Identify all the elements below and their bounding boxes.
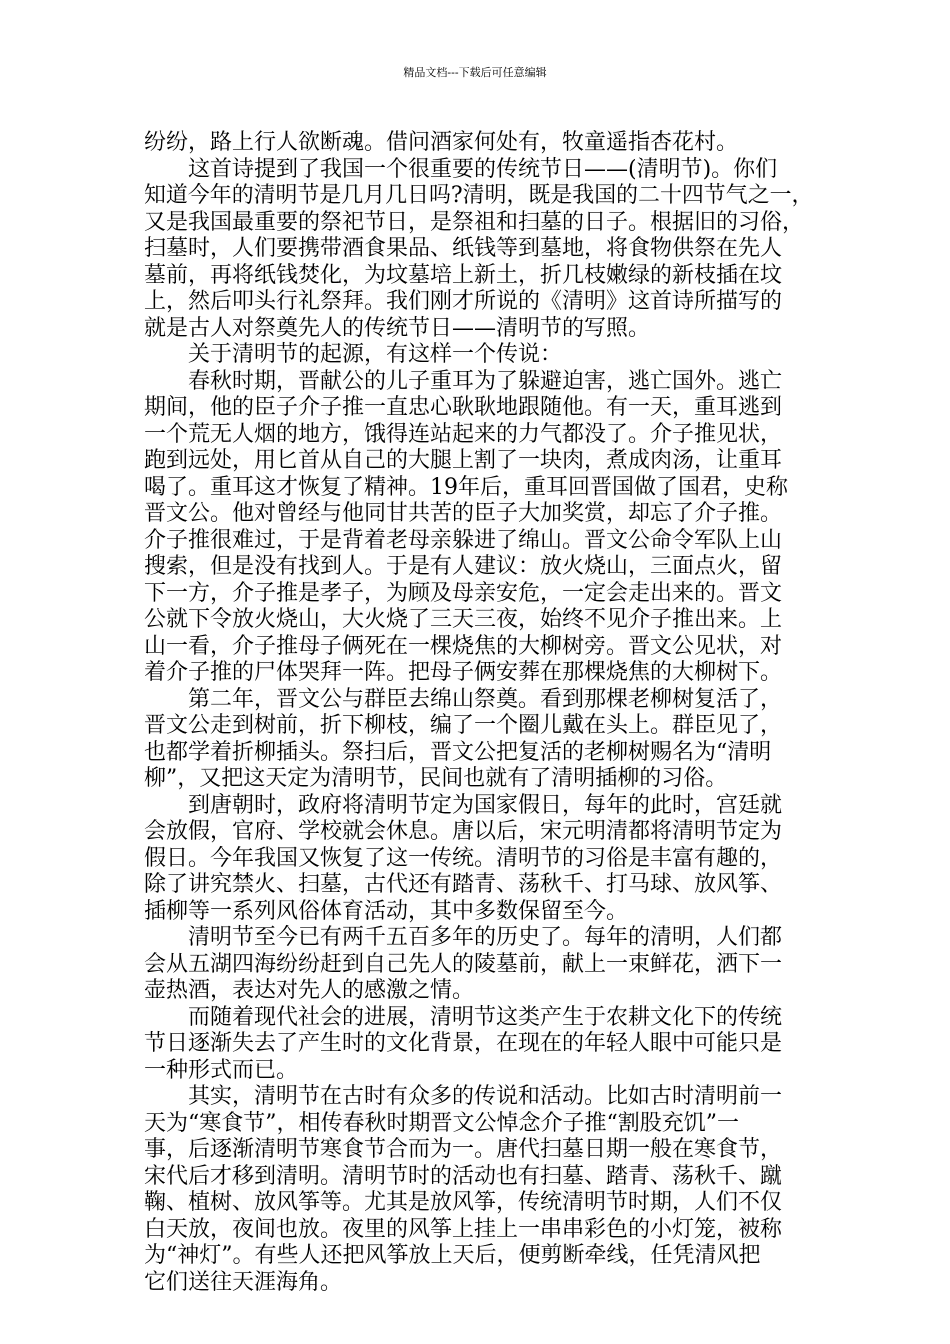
text-line: 搜索，但是没有找到人。于是有人建议：放火烧山，三面点火，留 [144,554,783,579]
text-line: 着介子推的尸体哭拜一阵。把母子俩安葬在那棵烧焦的大柳树下。 [144,660,783,685]
text-line: 事，后逐渐清明节寒食节合而为一。唐代扫墓日期一般在寒食节， [144,1137,783,1162]
text-line: 它们送往天涯海角。 [144,1269,343,1295]
text-line: 扫墓时，人们要携带酒食果品、纸钱等到墓地，将食物供祭在先人 [144,236,783,261]
text-line: 跑到远处，用匕首从自己的大腿上割了一块肉，煮成肉汤，让重耳 [144,448,783,473]
text-line: 墓前，再将纸钱焚化，为坟墓培上新土，折几枝嫩绿的新枝插在坟 [144,262,783,288]
text-line: 公就下令放火烧山，大火烧了三天三夜，始终不见介子推出来。上 [144,607,783,632]
text-line: 一个荒无人烟的地方，饿得连站起来的力气都没了。介子推见状， [144,421,783,447]
text-line: 介子推很难过，于是背着老母亲躲进了绵山。晋文公命令军队上山 [144,527,783,553]
text-line: 期间，他的臣子介子推一直忠心耿耿地跟随他。有一天，重耳逃到 [144,395,783,420]
text-line: 天为“寒食节”，相传春秋时期晋文公悼念介子推“割股充饥”一 [144,1110,739,1136]
text-line: 晋文公走到树前，折下柳枝，编了一个圈儿戴在头上。群臣见了， [144,713,783,738]
text-line: 一种形式而已。 [144,1057,299,1083]
text-line: 壶热酒，表达对先人的感激之情。 [144,978,475,1003]
text-line: 这首诗提到了我国一个很重要的传统节日——(清明节)。你们 [188,156,778,182]
text-line: 到唐朝时，政府将清明节定为国家假日，每年的此时，宫廷就 [188,792,783,818]
text-line: 上，然后叩头行礼祭拜。我们刚才所说的《清明》这首诗所描写的 [144,289,783,314]
text-line: 又是我国最重要的祭祀节日，是祭祖和扫墓的日子。根据旧的习俗， [144,209,805,235]
text-line: 山一看，介子推母子俩死在一棵烧焦的大柳树旁。晋文公见状，对 [144,633,783,659]
text-line: 插柳等一系列风俗体育活动，其中多数保留至今。 [144,898,629,924]
text-line: 喝了。重耳这才恢复了精神。19年后，重耳回晋国做了国君，史称 [144,474,788,500]
text-line: 也都学着折柳插头。祭扫后，晋文公把复活的老柳树赐名为“清明 [144,739,772,765]
text-line: 宋代后才移到清明。清明节时的活动也有扫墓、踏青、荡秋千、蹴 [144,1163,783,1189]
page-header: 精品文档---下载后可任意编辑 [403,66,547,79]
text-line: 白天放，夜间也放。夜里的风筝上挂上一串串彩色的小灯笼，被称 [144,1216,783,1242]
text-line: 其实，清明节在古时有众多的传说和活动。比如古时清明前一 [188,1084,783,1109]
text-line: 而随着现代社会的进展，清明节这类产生于农耕文化下的传统 [188,1004,783,1030]
text-line: 柳”，又把这天定为清明节，民间也就有了清明插柳的习俗。 [144,766,728,791]
text-line: 会从五湖四海纷纷赶到自己先人的陵墓前，献上一束鲜花，洒下一 [144,951,783,977]
text-line: 纷纷，路上行人欲断魂。借问酒家何处有，牧童遥指杏花村。 [144,130,739,155]
text-line: 假日。今年我国又恢复了这一传统。清明节的习俗是丰富有趣的， [144,845,783,871]
text-line: 鞠、植树、放风筝等。尤其是放风筝，传统清明节时期，人们不仅 [144,1190,783,1215]
text-line: 除了讲究禁火、扫墓，古代还有踏青、荡秋千、打马球、放风筝、 [144,872,783,897]
text-line: 清明节至今已有两千五百多年的历史了。每年的清明，人们都 [188,925,783,950]
text-line: 节日逐渐失去了产生时的文化背景，在现在的年轻人眼中可能只是 [144,1031,783,1056]
text-line: 就是古人对祭奠先人的传统节日——清明节的写照。 [144,315,651,341]
text-line: 春秋时期，晋献公的儿子重耳为了躲避迫害，逃亡国外。逃亡 [188,368,783,394]
text-line: 下一方，介子推是孝子，为顾及母亲安危，一定会走出来的。晋文 [144,580,783,606]
text-line: 为“神灯”。有些人还把风筝放上天后，便剪断牵线，任凭清风把 [144,1243,761,1268]
text-line: 知道今年的清明节是几月几日吗?清明，既是我国的二十四节气之一， [144,183,814,208]
text-line: 会放假，官府、学校就会休息。唐以后，宋元明清都将清明节定为 [144,819,783,844]
text-line: 关于清明节的起源，有这样一个传说： [188,342,563,367]
text-line: 第二年，晋文公与群臣去绵山祭奠。看到那棵老柳树复活了， [188,686,783,712]
document-body [144,130,814,1296]
text-line: 晋文公。他对曾经与他同甘共苦的臣子大加奖赏，却忘了介子推。 [144,501,783,526]
